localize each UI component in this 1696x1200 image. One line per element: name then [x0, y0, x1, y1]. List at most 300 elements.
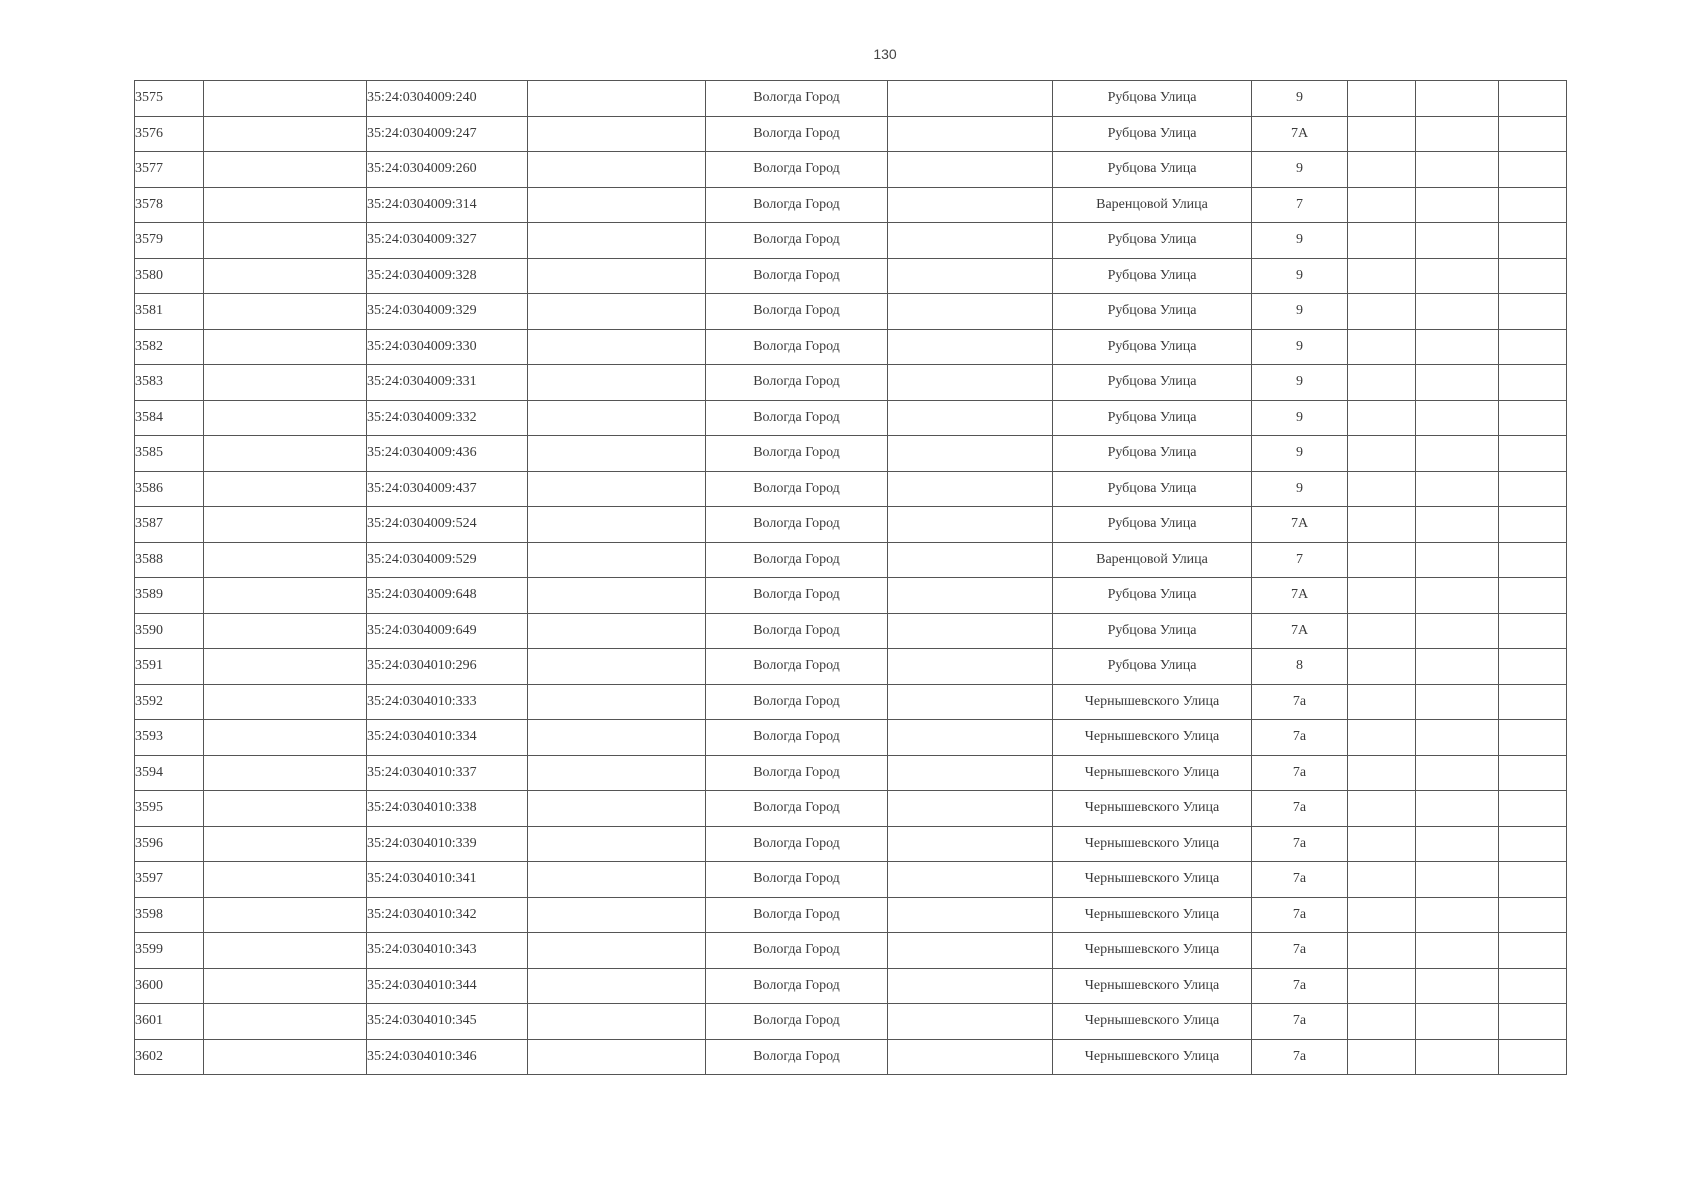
table-row	[135, 684, 1567, 720]
street-cell: Рубцова Улица	[1053, 116, 1252, 152]
street-cell: Чернышевского Улица	[1053, 897, 1252, 933]
city-cell: Вологда Город	[706, 81, 888, 117]
house-number-cell: 9	[1252, 365, 1348, 401]
empty-cell	[888, 81, 1053, 117]
house-number-cell: 7а	[1252, 826, 1348, 862]
empty-cell	[1348, 720, 1416, 756]
row-number-cell: 3580	[135, 258, 204, 294]
empty-cell	[1499, 933, 1567, 969]
city-cell: Вологда Город	[706, 436, 888, 472]
cadastral-number-cell: 35:24:0304010:346	[367, 1039, 528, 1075]
empty-cell	[1416, 791, 1499, 827]
table-row	[135, 933, 1567, 969]
street-cell: Варенцовой Улица	[1053, 187, 1252, 223]
cadastral-number-cell: 35:24:0304010:337	[367, 755, 528, 791]
empty-cell	[1416, 471, 1499, 507]
cadastral-number-cell: 35:24:0304010:345	[367, 1004, 528, 1040]
empty-cell	[204, 400, 367, 436]
empty-cell	[1416, 400, 1499, 436]
street-cell: Рубцова Улица	[1053, 471, 1252, 507]
cadastral-number-cell: 35:24:0304009:330	[367, 329, 528, 365]
empty-cell	[204, 649, 367, 685]
empty-cell	[204, 1039, 367, 1075]
empty-cell	[1416, 649, 1499, 685]
empty-cell	[1348, 897, 1416, 933]
cadastral-number-cell: 35:24:0304010:344	[367, 968, 528, 1004]
city-cell: Вологда Город	[706, 684, 888, 720]
house-number-cell: 7а	[1252, 897, 1348, 933]
row-number-cell: 3593	[135, 720, 204, 756]
street-cell: Рубцова Улица	[1053, 578, 1252, 614]
empty-cell	[1416, 116, 1499, 152]
street-cell: Чернышевского Улица	[1053, 1039, 1252, 1075]
empty-cell	[1348, 294, 1416, 330]
row-number-cell: 3575	[135, 81, 204, 117]
city-cell: Вологда Город	[706, 826, 888, 862]
house-number-cell: 7а	[1252, 791, 1348, 827]
row-number-cell: 3592	[135, 684, 204, 720]
empty-cell	[1499, 81, 1567, 117]
empty-cell	[1499, 613, 1567, 649]
empty-cell	[1499, 897, 1567, 933]
cadastral-number-cell: 35:24:0304009:327	[367, 223, 528, 259]
empty-cell	[204, 81, 367, 117]
city-cell: Вологда Город	[706, 507, 888, 543]
empty-cell	[888, 187, 1053, 223]
table-row	[135, 968, 1567, 1004]
row-number-cell: 3582	[135, 329, 204, 365]
table-row	[135, 152, 1567, 188]
table-row	[135, 1039, 1567, 1075]
city-cell: Вологда Город	[706, 791, 888, 827]
empty-cell	[1416, 223, 1499, 259]
table-row	[135, 613, 1567, 649]
empty-cell	[528, 436, 706, 472]
row-number-cell: 3595	[135, 791, 204, 827]
cadastral-number-cell: 35:24:0304009:328	[367, 258, 528, 294]
empty-cell	[1416, 613, 1499, 649]
city-cell: Вологда Город	[706, 258, 888, 294]
empty-cell	[528, 578, 706, 614]
empty-cell	[204, 542, 367, 578]
empty-cell	[888, 720, 1053, 756]
row-number-cell: 3581	[135, 294, 204, 330]
empty-cell	[1348, 1004, 1416, 1040]
empty-cell	[888, 116, 1053, 152]
city-cell: Вологда Город	[706, 400, 888, 436]
empty-cell	[1348, 400, 1416, 436]
empty-cell	[204, 826, 367, 862]
cadastral-number-cell: 35:24:0304009:240	[367, 81, 528, 117]
page-number: 130	[873, 46, 897, 62]
empty-cell	[888, 897, 1053, 933]
empty-cell	[1416, 720, 1499, 756]
city-cell: Вологда Город	[706, 329, 888, 365]
city-cell: Вологда Город	[706, 578, 888, 614]
city-cell: Вологда Город	[706, 152, 888, 188]
table-row	[135, 649, 1567, 685]
street-cell: Рубцова Улица	[1053, 329, 1252, 365]
street-cell: Чернышевского Улица	[1053, 684, 1252, 720]
house-number-cell: 7	[1252, 542, 1348, 578]
house-number-cell: 7а	[1252, 862, 1348, 898]
house-number-cell: 7а	[1252, 755, 1348, 791]
cadastral-number-cell: 35:24:0304010:341	[367, 862, 528, 898]
empty-cell	[1416, 684, 1499, 720]
empty-cell	[888, 1039, 1053, 1075]
cadastral-number-cell: 35:24:0304009:529	[367, 542, 528, 578]
empty-cell	[528, 933, 706, 969]
row-number-cell: 3589	[135, 578, 204, 614]
empty-cell	[204, 116, 367, 152]
row-number-cell: 3590	[135, 613, 204, 649]
city-cell: Вологда Город	[706, 1004, 888, 1040]
row-number-cell: 3594	[135, 755, 204, 791]
table-row	[135, 294, 1567, 330]
city-cell: Вологда Город	[706, 1039, 888, 1075]
empty-cell	[528, 187, 706, 223]
house-number-cell: 7а	[1252, 933, 1348, 969]
empty-cell	[204, 613, 367, 649]
cadastral-number-cell: 35:24:0304010:339	[367, 826, 528, 862]
cadastral-number-cell: 35:24:0304009:649	[367, 613, 528, 649]
empty-cell	[1416, 258, 1499, 294]
city-cell: Вологда Город	[706, 968, 888, 1004]
house-number-cell: 9	[1252, 223, 1348, 259]
empty-cell	[204, 329, 367, 365]
empty-cell	[1348, 826, 1416, 862]
empty-cell	[1348, 649, 1416, 685]
empty-cell	[1499, 968, 1567, 1004]
city-cell: Вологда Город	[706, 720, 888, 756]
empty-cell	[888, 436, 1053, 472]
empty-cell	[888, 152, 1053, 188]
empty-cell	[204, 862, 367, 898]
empty-cell	[528, 862, 706, 898]
empty-cell	[204, 187, 367, 223]
empty-cell	[1499, 720, 1567, 756]
empty-cell	[204, 258, 367, 294]
empty-cell	[1348, 684, 1416, 720]
empty-cell	[888, 933, 1053, 969]
empty-cell	[528, 1039, 706, 1075]
empty-cell	[1348, 613, 1416, 649]
empty-cell	[888, 471, 1053, 507]
empty-cell	[888, 755, 1053, 791]
empty-cell	[528, 365, 706, 401]
city-cell: Вологда Город	[706, 294, 888, 330]
table-row	[135, 791, 1567, 827]
empty-cell	[528, 1004, 706, 1040]
table-row	[135, 258, 1567, 294]
row-number-cell: 3579	[135, 223, 204, 259]
cadastral-number-cell: 35:24:0304010:333	[367, 684, 528, 720]
city-cell: Вологда Город	[706, 649, 888, 685]
empty-cell	[528, 613, 706, 649]
empty-cell	[1499, 684, 1567, 720]
empty-cell	[1499, 116, 1567, 152]
empty-cell	[1348, 258, 1416, 294]
empty-cell	[1348, 933, 1416, 969]
empty-cell	[528, 152, 706, 188]
street-cell: Рубцова Улица	[1053, 507, 1252, 543]
empty-cell	[1499, 258, 1567, 294]
cadastral-number-cell: 35:24:0304010:343	[367, 933, 528, 969]
table-row	[135, 720, 1567, 756]
city-cell: Вологда Город	[706, 187, 888, 223]
empty-cell	[1499, 294, 1567, 330]
table-row	[135, 116, 1567, 152]
table-row	[135, 81, 1567, 117]
empty-cell	[1416, 968, 1499, 1004]
table-row	[135, 1004, 1567, 1040]
house-number-cell: 7А	[1252, 507, 1348, 543]
row-number-cell: 3576	[135, 116, 204, 152]
city-cell: Вологда Город	[706, 897, 888, 933]
city-cell: Вологда Город	[706, 471, 888, 507]
empty-cell	[1499, 1039, 1567, 1075]
empty-cell	[1348, 329, 1416, 365]
empty-cell	[528, 81, 706, 117]
cadastral-number-cell: 35:24:0304009:331	[367, 365, 528, 401]
empty-cell	[1499, 400, 1567, 436]
empty-cell	[888, 968, 1053, 1004]
cadastral-number-cell: 35:24:0304009:648	[367, 578, 528, 614]
street-cell: Рубцова Улица	[1053, 613, 1252, 649]
cadastral-number-cell: 35:24:0304009:247	[367, 116, 528, 152]
empty-cell	[1348, 578, 1416, 614]
street-cell: Чернышевского Улица	[1053, 933, 1252, 969]
empty-cell	[1416, 507, 1499, 543]
empty-cell	[1348, 507, 1416, 543]
empty-cell	[1499, 826, 1567, 862]
row-number-cell: 3601	[135, 1004, 204, 1040]
street-cell: Рубцова Улица	[1053, 223, 1252, 259]
city-cell: Вологда Город	[706, 755, 888, 791]
empty-cell	[1416, 152, 1499, 188]
empty-cell	[1416, 81, 1499, 117]
house-number-cell: 7а	[1252, 720, 1348, 756]
cadastral-number-cell: 35:24:0304009:437	[367, 471, 528, 507]
cadastral-number-cell: 35:24:0304009:332	[367, 400, 528, 436]
house-number-cell: 7А	[1252, 116, 1348, 152]
row-number-cell: 3597	[135, 862, 204, 898]
empty-cell	[1348, 116, 1416, 152]
empty-cell	[1348, 152, 1416, 188]
empty-cell	[528, 294, 706, 330]
house-number-cell: 7А	[1252, 578, 1348, 614]
empty-cell	[1416, 187, 1499, 223]
table-row	[135, 400, 1567, 436]
city-cell: Вологда Город	[706, 542, 888, 578]
empty-cell	[888, 329, 1053, 365]
table-row	[135, 436, 1567, 472]
empty-cell	[528, 791, 706, 827]
empty-cell	[1348, 81, 1416, 117]
empty-cell	[1499, 187, 1567, 223]
house-number-cell: 8	[1252, 649, 1348, 685]
row-number-cell: 3583	[135, 365, 204, 401]
empty-cell	[204, 578, 367, 614]
empty-cell	[1499, 791, 1567, 827]
empty-cell	[1416, 862, 1499, 898]
street-cell: Рубцова Улица	[1053, 294, 1252, 330]
empty-cell	[204, 684, 367, 720]
empty-cell	[1499, 471, 1567, 507]
empty-cell	[1348, 471, 1416, 507]
city-cell: Вологда Город	[706, 116, 888, 152]
empty-cell	[528, 471, 706, 507]
house-number-cell: 9	[1252, 294, 1348, 330]
empty-cell	[888, 507, 1053, 543]
row-number-cell: 3596	[135, 826, 204, 862]
street-cell: Чернышевского Улица	[1053, 968, 1252, 1004]
table-row	[135, 329, 1567, 365]
empty-cell	[528, 755, 706, 791]
empty-cell	[1348, 542, 1416, 578]
empty-cell	[1348, 968, 1416, 1004]
house-number-cell: 7а	[1252, 1004, 1348, 1040]
street-cell: Чернышевского Улица	[1053, 826, 1252, 862]
empty-cell	[528, 400, 706, 436]
row-number-cell: 3602	[135, 1039, 204, 1075]
empty-cell	[1416, 755, 1499, 791]
empty-cell	[1416, 897, 1499, 933]
empty-cell	[1348, 365, 1416, 401]
table-row	[135, 223, 1567, 259]
empty-cell	[888, 223, 1053, 259]
row-number-cell: 3587	[135, 507, 204, 543]
street-cell: Чернышевского Улица	[1053, 862, 1252, 898]
empty-cell	[1348, 436, 1416, 472]
empty-cell	[888, 1004, 1053, 1040]
empty-cell	[1499, 436, 1567, 472]
empty-cell	[888, 400, 1053, 436]
street-cell: Рубцова Улица	[1053, 365, 1252, 401]
empty-cell	[204, 471, 367, 507]
empty-cell	[888, 258, 1053, 294]
row-number-cell: 3600	[135, 968, 204, 1004]
empty-cell	[528, 329, 706, 365]
empty-cell	[1416, 365, 1499, 401]
row-number-cell: 3599	[135, 933, 204, 969]
empty-cell	[1348, 187, 1416, 223]
empty-cell	[888, 684, 1053, 720]
empty-cell	[1499, 152, 1567, 188]
empty-cell	[1348, 862, 1416, 898]
cadastral-number-cell: 35:24:0304010:342	[367, 897, 528, 933]
empty-cell	[1499, 365, 1567, 401]
empty-cell	[204, 365, 367, 401]
empty-cell	[528, 542, 706, 578]
empty-cell	[528, 116, 706, 152]
empty-cell	[888, 826, 1053, 862]
cadastral-number-cell: 35:24:0304009:524	[367, 507, 528, 543]
empty-cell	[204, 933, 367, 969]
empty-cell	[1499, 1004, 1567, 1040]
street-cell: Рубцова Улица	[1053, 400, 1252, 436]
empty-cell	[1416, 826, 1499, 862]
street-cell: Чернышевского Улица	[1053, 720, 1252, 756]
house-number-cell: 7а	[1252, 1039, 1348, 1075]
table-row	[135, 507, 1567, 543]
empty-cell	[1416, 1039, 1499, 1075]
house-number-cell: 9	[1252, 152, 1348, 188]
empty-cell	[1499, 542, 1567, 578]
empty-cell	[1416, 578, 1499, 614]
empty-cell	[528, 826, 706, 862]
property-registry-table	[134, 80, 1567, 1075]
empty-cell	[204, 1004, 367, 1040]
empty-cell	[888, 578, 1053, 614]
empty-cell	[1499, 862, 1567, 898]
empty-cell	[1416, 294, 1499, 330]
empty-cell	[1348, 223, 1416, 259]
row-number-cell: 3577	[135, 152, 204, 188]
cadastral-number-cell: 35:24:0304009:314	[367, 187, 528, 223]
street-cell: Рубцова Улица	[1053, 258, 1252, 294]
empty-cell	[1348, 1039, 1416, 1075]
row-number-cell: 3578	[135, 187, 204, 223]
table-row	[135, 542, 1567, 578]
empty-cell	[204, 720, 367, 756]
empty-cell	[528, 897, 706, 933]
empty-cell	[204, 507, 367, 543]
house-number-cell: 7	[1252, 187, 1348, 223]
table-row	[135, 755, 1567, 791]
city-cell: Вологда Город	[706, 613, 888, 649]
empty-cell	[1499, 578, 1567, 614]
street-cell: Рубцова Улица	[1053, 81, 1252, 117]
house-number-cell: 9	[1252, 436, 1348, 472]
empty-cell	[1499, 755, 1567, 791]
empty-cell	[888, 791, 1053, 827]
street-cell: Чернышевского Улица	[1053, 1004, 1252, 1040]
cadastral-number-cell: 35:24:0304009:329	[367, 294, 528, 330]
empty-cell	[1416, 329, 1499, 365]
row-number-cell: 3598	[135, 897, 204, 933]
empty-cell	[1416, 1004, 1499, 1040]
empty-cell	[204, 223, 367, 259]
house-number-cell: 9	[1252, 400, 1348, 436]
house-number-cell: 9	[1252, 471, 1348, 507]
house-number-cell: 7а	[1252, 684, 1348, 720]
empty-cell	[528, 223, 706, 259]
cadastral-number-cell: 35:24:0304010:296	[367, 649, 528, 685]
empty-cell	[204, 791, 367, 827]
empty-cell	[528, 684, 706, 720]
house-number-cell: 7а	[1252, 968, 1348, 1004]
empty-cell	[1348, 791, 1416, 827]
empty-cell	[1348, 755, 1416, 791]
empty-cell	[204, 152, 367, 188]
empty-cell	[1499, 329, 1567, 365]
city-cell: Вологда Город	[706, 933, 888, 969]
house-number-cell: 9	[1252, 258, 1348, 294]
table-row	[135, 897, 1567, 933]
empty-cell	[888, 294, 1053, 330]
empty-cell	[204, 968, 367, 1004]
empty-cell	[888, 542, 1053, 578]
row-number-cell: 3584	[135, 400, 204, 436]
row-number-cell: 3591	[135, 649, 204, 685]
table-row	[135, 826, 1567, 862]
empty-cell	[528, 258, 706, 294]
table-row	[135, 471, 1567, 507]
empty-cell	[204, 755, 367, 791]
empty-cell	[1499, 223, 1567, 259]
street-cell: Варенцовой Улица	[1053, 542, 1252, 578]
